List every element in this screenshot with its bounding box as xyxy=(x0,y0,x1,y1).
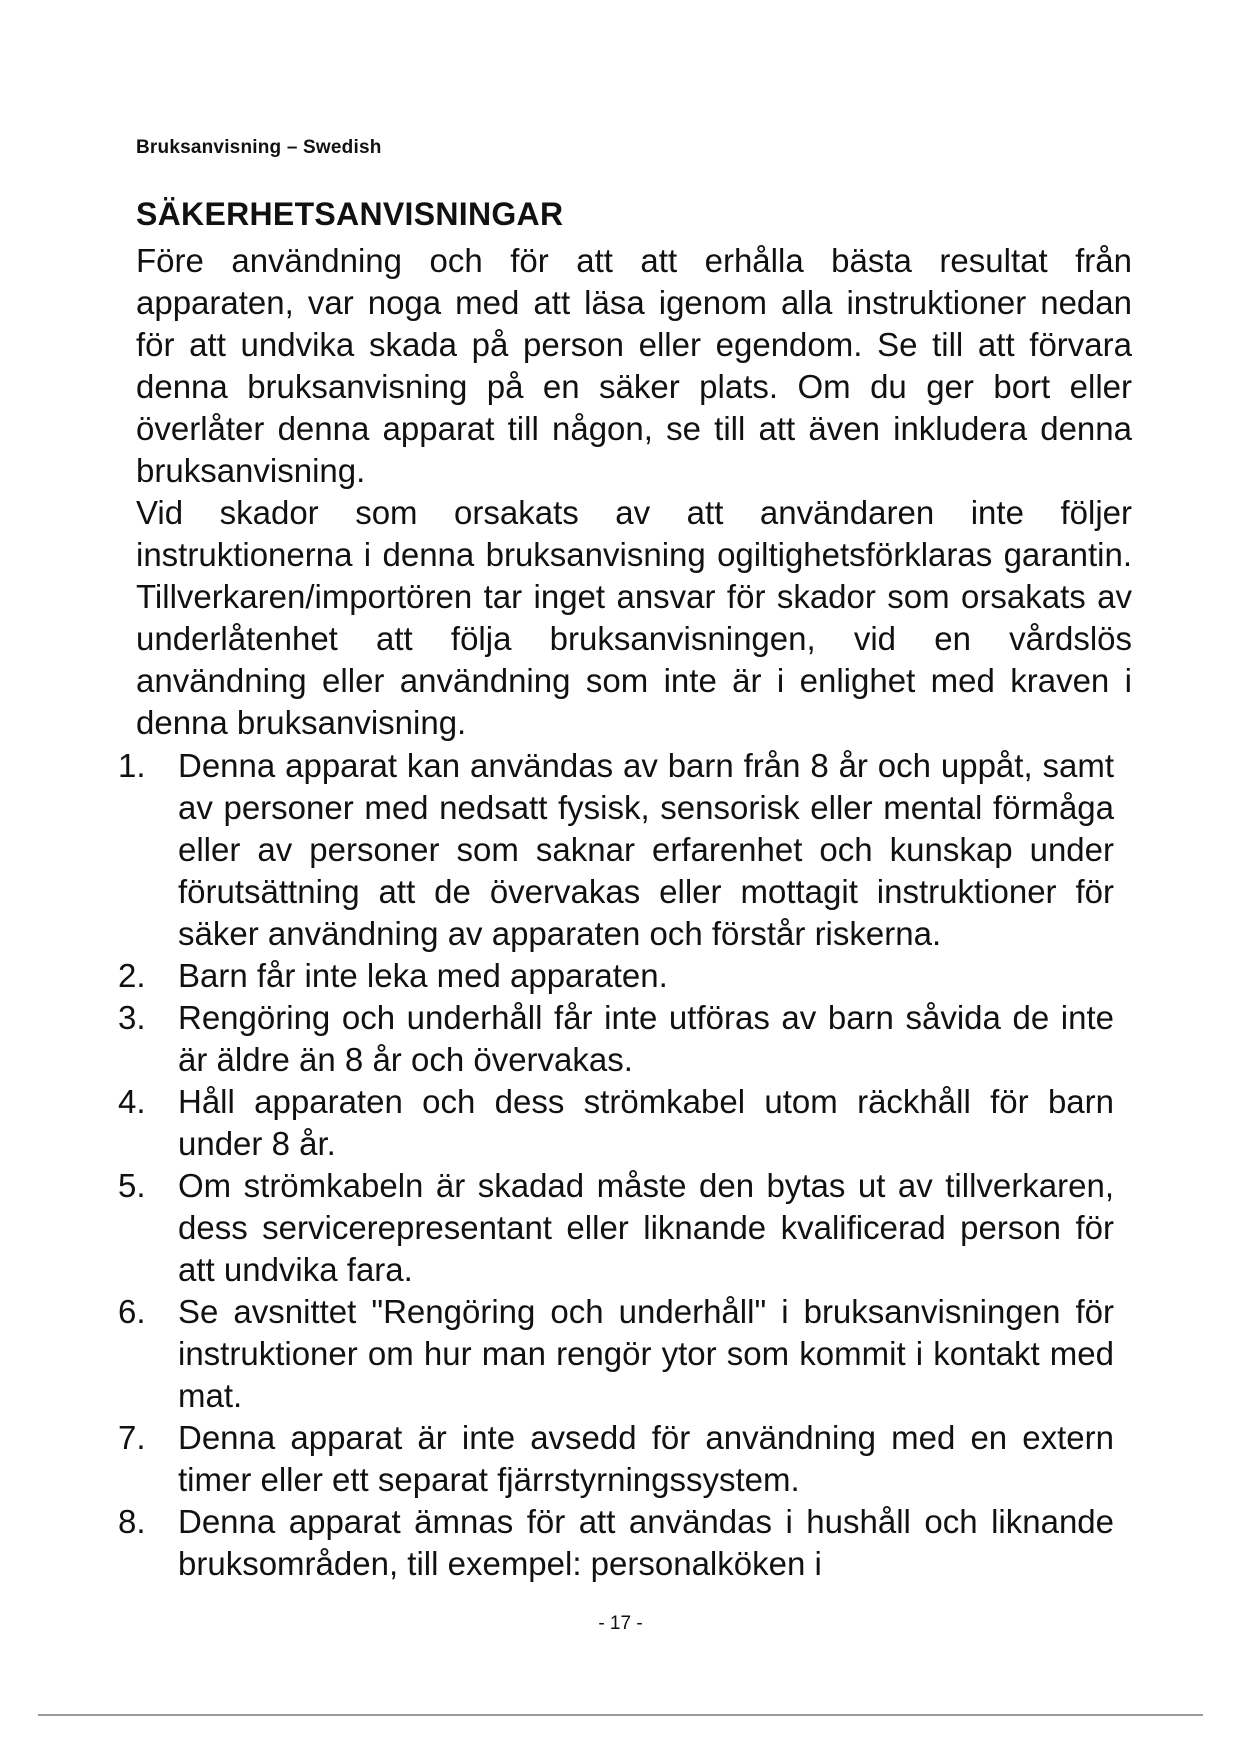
list-item-text: Håll apparaten och dess strömkabel utom räckhåll för barn under 8 år. xyxy=(178,1083,1114,1162)
manual-language-header: Bruksanvisning – Swedish xyxy=(136,137,382,158)
safety-instructions-list xyxy=(118,745,1114,1585)
list-item-text: Rengöring och underhåll får inte utföras av barn såvida de inte är äldre än 8 år och övervakas. xyxy=(178,999,1114,1078)
list-item-text: Denna apparat är inte avsedd för användning med en extern timer eller ett separat fjärrstyrningssystem. xyxy=(178,1419,1114,1498)
list-item xyxy=(118,745,1114,955)
list-item-number: 4. xyxy=(118,1083,146,1120)
list-item xyxy=(118,1291,1114,1417)
list-item-number: 6. xyxy=(118,1293,146,1330)
list-item-number: 3. xyxy=(118,999,146,1036)
list-item xyxy=(118,1165,1114,1291)
list-item-number: 1. xyxy=(118,747,146,784)
list-item-number: 7. xyxy=(118,1419,146,1456)
list-item-text: Om strömkabeln är skadad måste den bytas ut av tillverkaren, dess servicerepresentant eller liknande kvalificerad person för att undvika fara. xyxy=(178,1167,1114,1288)
page-number: - 17 - xyxy=(598,1613,643,1634)
list-item-text: Barn får inte leka med apparaten. xyxy=(178,957,668,994)
list-item-text: Denna apparat kan användas av barn från 8 år och uppåt, samt av personer med nedsatt fysisk, sensorisk eller mental förmåga eller av personer som saknar erfarenhet och kunskap under förutsättning att de övervakas eller mottagit instruktioner för säker användning av apparaten och förstår riskerna. xyxy=(178,747,1114,952)
list-item xyxy=(118,1417,1114,1501)
list-item-text: Se avsnittet "Rengöring och underhåll" i bruksanvisningen för instruktioner om hur man rengör ytor som kommit i kontakt med mat. xyxy=(178,1293,1114,1414)
list-item-number: 5. xyxy=(118,1167,146,1204)
list-item xyxy=(118,1501,1114,1585)
footer-divider xyxy=(38,1714,1203,1716)
section-title: SÄKERHETSANVISNINGAR xyxy=(136,196,564,232)
list-item xyxy=(118,997,1114,1081)
list-item-number: 2. xyxy=(118,957,146,994)
intro-paragraph-1: Före användning och för att att erhålla bästa resultat från apparaten, var noga med att läsa igenom alla instruktioner nedan för att undvika skada på person eller egendom. Se till att förvara denna bruksanvisning på en säker plats. Om du ger bort eller överlåter denna apparat till någon, se till att även inkludera denna bruksanvisning. xyxy=(136,242,1132,489)
list-item-text: Denna apparat ämnas för att användas i hushåll och liknande bruksområden, till exempel: personalköken i xyxy=(178,1503,1114,1582)
list-item xyxy=(118,955,1114,997)
list-item xyxy=(118,1081,1114,1165)
intro-paragraph-2: Vid skador som orsakats av att användaren inte följer instruktionerna i denna bruksanvisning ogiltighetsförklaras garantin. Tillverkaren/importören tar inget ansvar för skador som orsakats av underlåtenhet att följa bruksanvisningen, vid en vårdslös användning eller användning som inte är i enlighet med kraven i denna bruksanvisning. xyxy=(136,494,1132,741)
list-item-number: 8. xyxy=(118,1503,146,1540)
